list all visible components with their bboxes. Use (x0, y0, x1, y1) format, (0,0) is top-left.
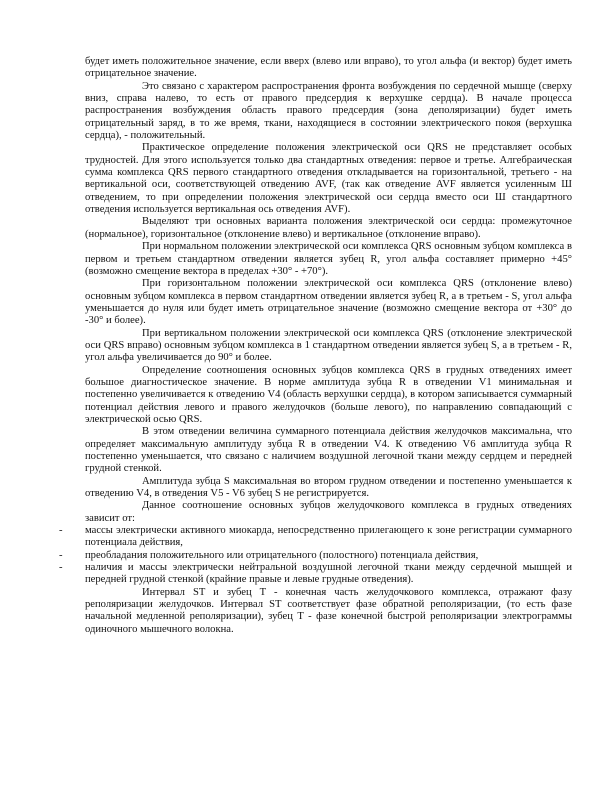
paragraph: Данное соотношение основных зубцов желудочкового комплекса в грудных отведениях зависит от: (85, 500, 572, 524)
dependency-list (59, 525, 572, 587)
paragraph: При вертикальном положении электрической оси комплекса QRS (отклонение электрической оси QRS вправо) основным зубцом комплекса в 1 стандартном отведении является зубец S, а в третьем - R, угол альфа увеличивается до 90° и более. (85, 327, 572, 364)
list-item-text: преобладания положительного или отрицательного (полостного) потенциала действия, (85, 549, 479, 561)
paragraphs-after-list (85, 587, 572, 636)
paragraph: Определение соотношения основных зубцов комплекса QRS в грудных отведениях имеет большое диагностическое значение. В норме амплитуда зубца R в отведении V1 минимальная и постепенно увеличивается к отведению V4 (область верхушки сердца), в котором записывается суммарный потенциал действия левого и правого желудочков (больше левого), по направлению совпадающий с электрической осью QRS. (85, 364, 572, 425)
paragraph: Выделяют три основных варианта положения электрической оси сердца: промежуточное (нормальное), горизонтальное (отклонение влево) и вертикальное (отклонение вправо). (85, 216, 572, 240)
paragraph: При нормальном положении электрической оси комплекса QRS основным зубцом комплекса в первом и третьем стандартном отведении является зубец R, угол альфа составляет примерно +45° (возможно смещение вектора в пределах +30° - +70°). (85, 241, 572, 277)
list-item (59, 525, 572, 550)
list-marker: - (59, 562, 63, 574)
paragraphs-before-list (85, 56, 572, 525)
list-item-text: наличия и массы электрически нейтральной воздушной легочной ткани между сердечной мышцей и передней грудной стенкой (крайние правые и левые грудные отведения). (85, 562, 572, 586)
paragraph: Интервал ST и зубец T - конечная часть желудочкового комплекса, отражают фазу реполяризации желудочков. Интервал ST соответствует фазе обратной реполяризации, (то есть фазе начальной медленной реполяризации), зубец T - фазе конечной быстрой реполяризации электрограммы одиночного мышечного волокна. (85, 586, 572, 635)
paragraph: будет иметь положительное значение, если вверх (влево или вправо), то угол альфа (и вектор) будет иметь отрицательное значение. (85, 56, 572, 80)
paragraph: Амплитуда зубца S максимальная во втором грудном отведении и постепенно уменьшается к отведению V4, в отведения V5 - V6 зубец S не регистрируется. (85, 475, 572, 500)
list-marker: - (59, 549, 63, 561)
paragraph: Это связано с характером распространения фронта возбуждения по сердечной мышце (сверху вниз, справа налево, то есть от правого предсердия к верхушке сердца). В начале процесса распространения возбуждения область правого предсердия (зона деполяризации) будет иметь отрицательный заряд, в то же время, ткани, находящиеся в состоянии электрического покоя (верхушка сердца), - положительный. (85, 80, 572, 142)
list-item (59, 562, 572, 587)
list-marker: - (59, 525, 63, 537)
document-body (59, 56, 572, 636)
list-item (59, 549, 572, 562)
paragraph: В этом отведении величина суммарного потенциала действия желудочков максимальна, что определяет максимальную амплитуду зубца R в отведении V4. К отведению V6 амплитуда зубца R постепенно уменьшается, что связано с наличием воздушной легочной ткани между сердцем и передней грудной стенкой. (85, 426, 572, 475)
list-item-text: массы электрически активного миокарда, непосредственно прилегающего к зоне регистрации суммарного потенциала действия, (85, 525, 572, 549)
paragraph: При горизонтальном положении электрической оси комплекса QRS (отклонение влево) основным зубцом комплекса в первом стандартном отведении является зубец R, а в третьем - S, угол альфа уменьшается до нуля или будет иметь отрицательное значение (возможно смещение вектора от +30° до -30° и более). (85, 278, 572, 327)
paragraph: Практическое определение положения электрической оси QRS не представляет особых трудностей. Для этого используется только два стандартных отведения: первое и третье. Алгебраическая сумма комплекса QRS первого стандартного отведения откладывается на горизонтальной, третьего - на вертикальной оси, соответствующей отведению AVF, (так как отведение AVF является усиленным Ш отведением, то при определении положения электрической оси сердца вместо оси Ш стандартного отведения используется вертикальная ось отведения AVF). (85, 142, 572, 216)
